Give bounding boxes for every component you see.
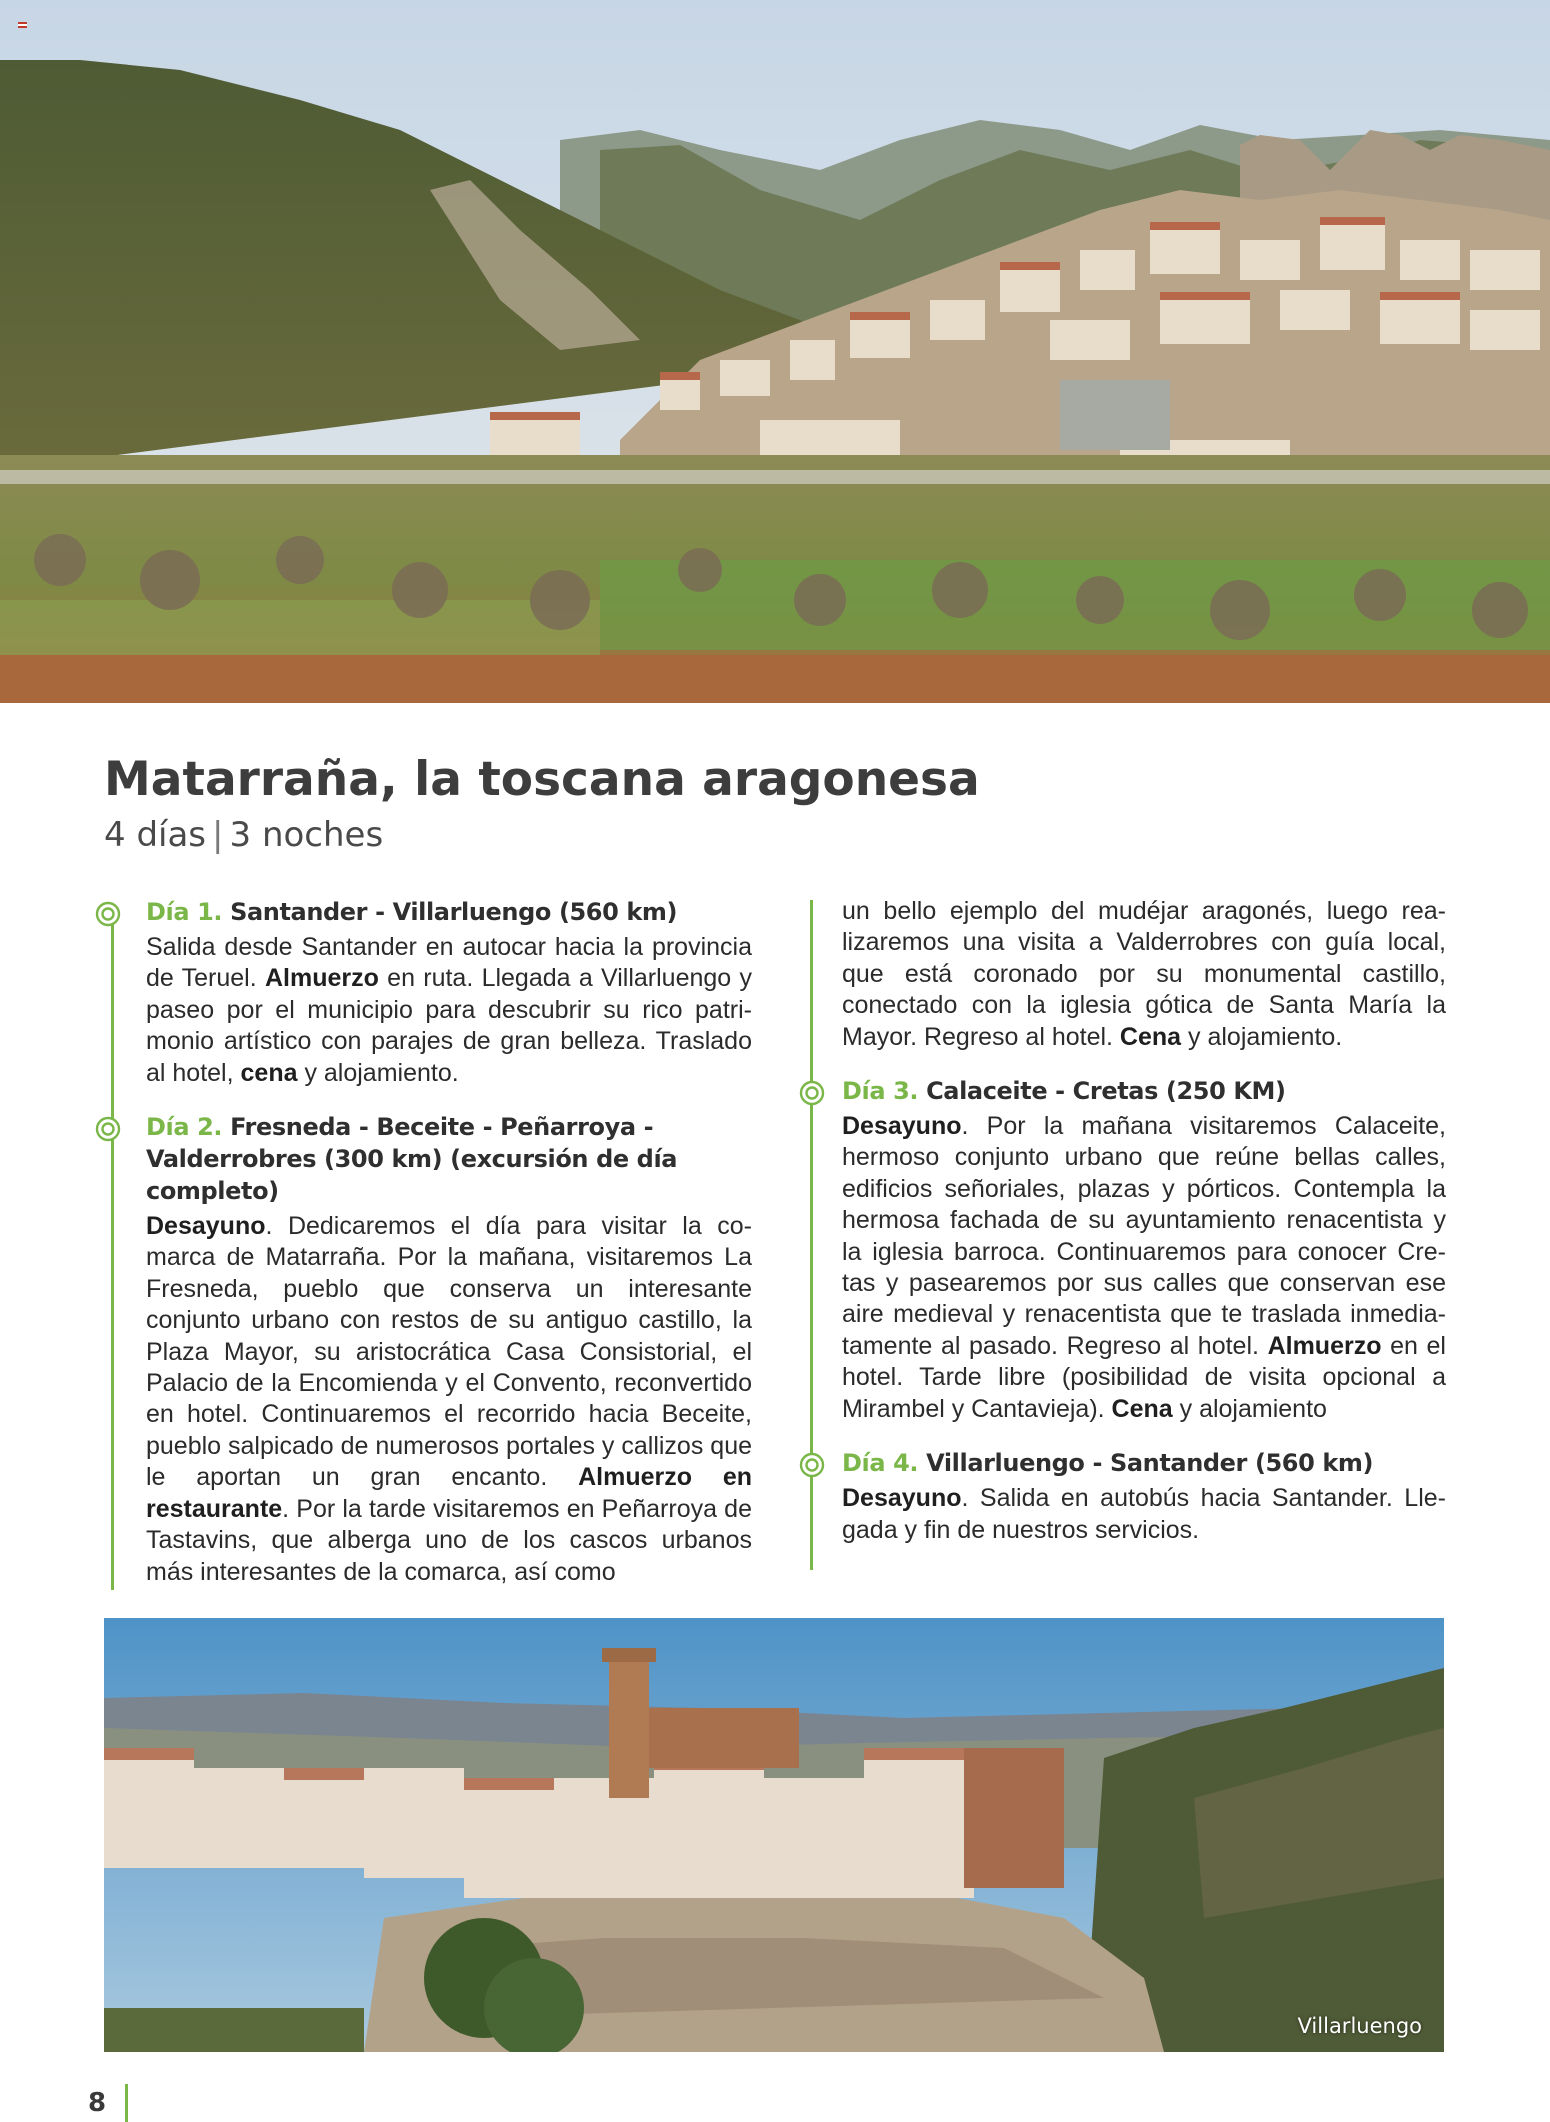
itinerary-day-2 — [104, 1111, 754, 1588]
day-label: Día 1. — [146, 898, 223, 926]
text-run: Salida desde Santander en autocar hacia la provincia de Teruel. — [146, 933, 752, 993]
itinerary-day-1 — [104, 896, 754, 1089]
target-circle-icon — [798, 1079, 826, 1107]
day-route: Villarluengo - Santander (560 km) — [926, 1449, 1374, 1478]
day-label: Día 2. — [146, 1113, 223, 1142]
text-run: . Por la tarde visitaremos en Peñarroya de Tastavins, que alberga uno de los cascos urbanos más interesantes de la comarca, así como — [146, 1494, 752, 1586]
text-run-bold: Desayuno — [146, 1212, 266, 1241]
text-run: . Salida en autobús hacia Santander. Llegada y fin de nuestros servicios. — [842, 1484, 1446, 1544]
day-title — [842, 1447, 1450, 1479]
target-circle-icon — [798, 1451, 826, 1479]
day-description — [842, 1483, 1446, 1546]
text-run: en ruta. Llegada a Villarluengo y paseo por el municipio para descubrir su rico patrimonio artístico con parajes de gran belleza. Traslado al hotel, — [146, 964, 752, 1087]
itinerary-column-left — [104, 896, 754, 1588]
text-run-bold: cena — [240, 1058, 298, 1087]
itinerary-day-3 — [800, 1075, 1450, 1425]
day-description-continued — [842, 896, 1446, 1053]
hero-photo — [0, 0, 1550, 703]
duration-days: 4 días — [104, 815, 207, 855]
day-description — [146, 1211, 752, 1588]
page-number-divider — [125, 2084, 128, 2122]
trip-duration — [104, 815, 383, 855]
text-run-bold: Desayuno — [842, 1484, 962, 1513]
day-label: Día 3. — [842, 1077, 919, 1106]
text-run-bold: Almuerzo — [264, 964, 379, 993]
village-photo-icon — [104, 1618, 1444, 2052]
text-run-bold: Almuerzo — [1267, 1331, 1382, 1360]
text-run-bold: Cena — [1119, 1022, 1182, 1051]
itinerary-day-4 — [800, 1447, 1450, 1546]
duration-separator: | — [212, 815, 224, 855]
text-run: . Por la mañana visitaremos Calaceite, hermoso conjunto urbano que reúne bellas calles, edificios señoriales, plazas y pórticos. Contempla la hermosa fachada de su ayuntamiento renacentista y la iglesia barroca. Continuaremos para conocer Cretas y pasearemos por sus calles que conservan ese aire medieval y renacentista que te traslada inmediatamente al pasado. Regreso al hotel. — [842, 1112, 1446, 1360]
day-title — [146, 1111, 758, 1207]
itinerary-column-right — [800, 896, 1450, 1546]
text-run-bold: Almuerzo en restaurante — [146, 1463, 753, 1523]
text-run-bold: Cena — [1111, 1394, 1173, 1423]
text-run-bold: Desayuno — [842, 1112, 962, 1141]
page-title: Matarraña, la toscana aragonesa — [104, 752, 980, 807]
day-label: Día 4. — [842, 1449, 919, 1478]
day-route: Calaceite - Cretas (250 KM) — [926, 1077, 1286, 1106]
text-run: y alojamiento — [1172, 1394, 1327, 1423]
day-route: Fresneda - Beceite - Peñarroya - Valderrobres (300 km) (excursión de día completo) — [146, 1113, 678, 1206]
flag-icon — [18, 22, 27, 28]
text-run: . Dedicaremos el día para visitar la comarca de Matarraña. Por la mañana, visitaremos La Fresneda, pueblo que conserva un interesante conjunto urbano con restos de su antiguo castillo, la Plaza Mayor, su aristocrática Casa Consistorial, el Palacio de la Encomienda y el Convento, reconvertido en hotel. Continuaremos el recorrido hacia Beceite, pueblo salpicado de numerosos portales y callizos que le aportan un gran encanto. — [146, 1212, 752, 1492]
target-circle-icon — [94, 1115, 122, 1143]
day-description — [146, 932, 752, 1089]
text-run: en el hotel. Tarde libre (posibilidad de visita opcional a Mirambel y Cantavieja). — [842, 1331, 1446, 1423]
duration-nights: 3 noches — [229, 815, 384, 855]
photo-caption: Villarluengo — [1297, 2014, 1422, 2038]
day-description — [842, 1111, 1446, 1425]
day-title — [146, 896, 754, 928]
itinerary-day-2-continued — [800, 896, 1450, 1053]
village-photo — [104, 1618, 1444, 2052]
page-number: 8 — [88, 2088, 107, 2118]
landscape-photo-icon — [0, 0, 1550, 703]
text-run: y alojamiento. — [1181, 1022, 1343, 1051]
text-run: un bello ejemplo del mudéjar aragonés, luego realizaremos una visita a Valderrobres con guía local, que está coronado por su monumental castillo, conectado con la iglesia gótica de Santa María la Mayor. Regreso al hotel. — [842, 897, 1446, 1051]
day-route: Santander - Villarluengo (560 km) — [230, 898, 678, 926]
day-title — [842, 1075, 1450, 1107]
text-run: y alojamiento. — [297, 1058, 459, 1087]
target-circle-icon — [94, 900, 122, 928]
